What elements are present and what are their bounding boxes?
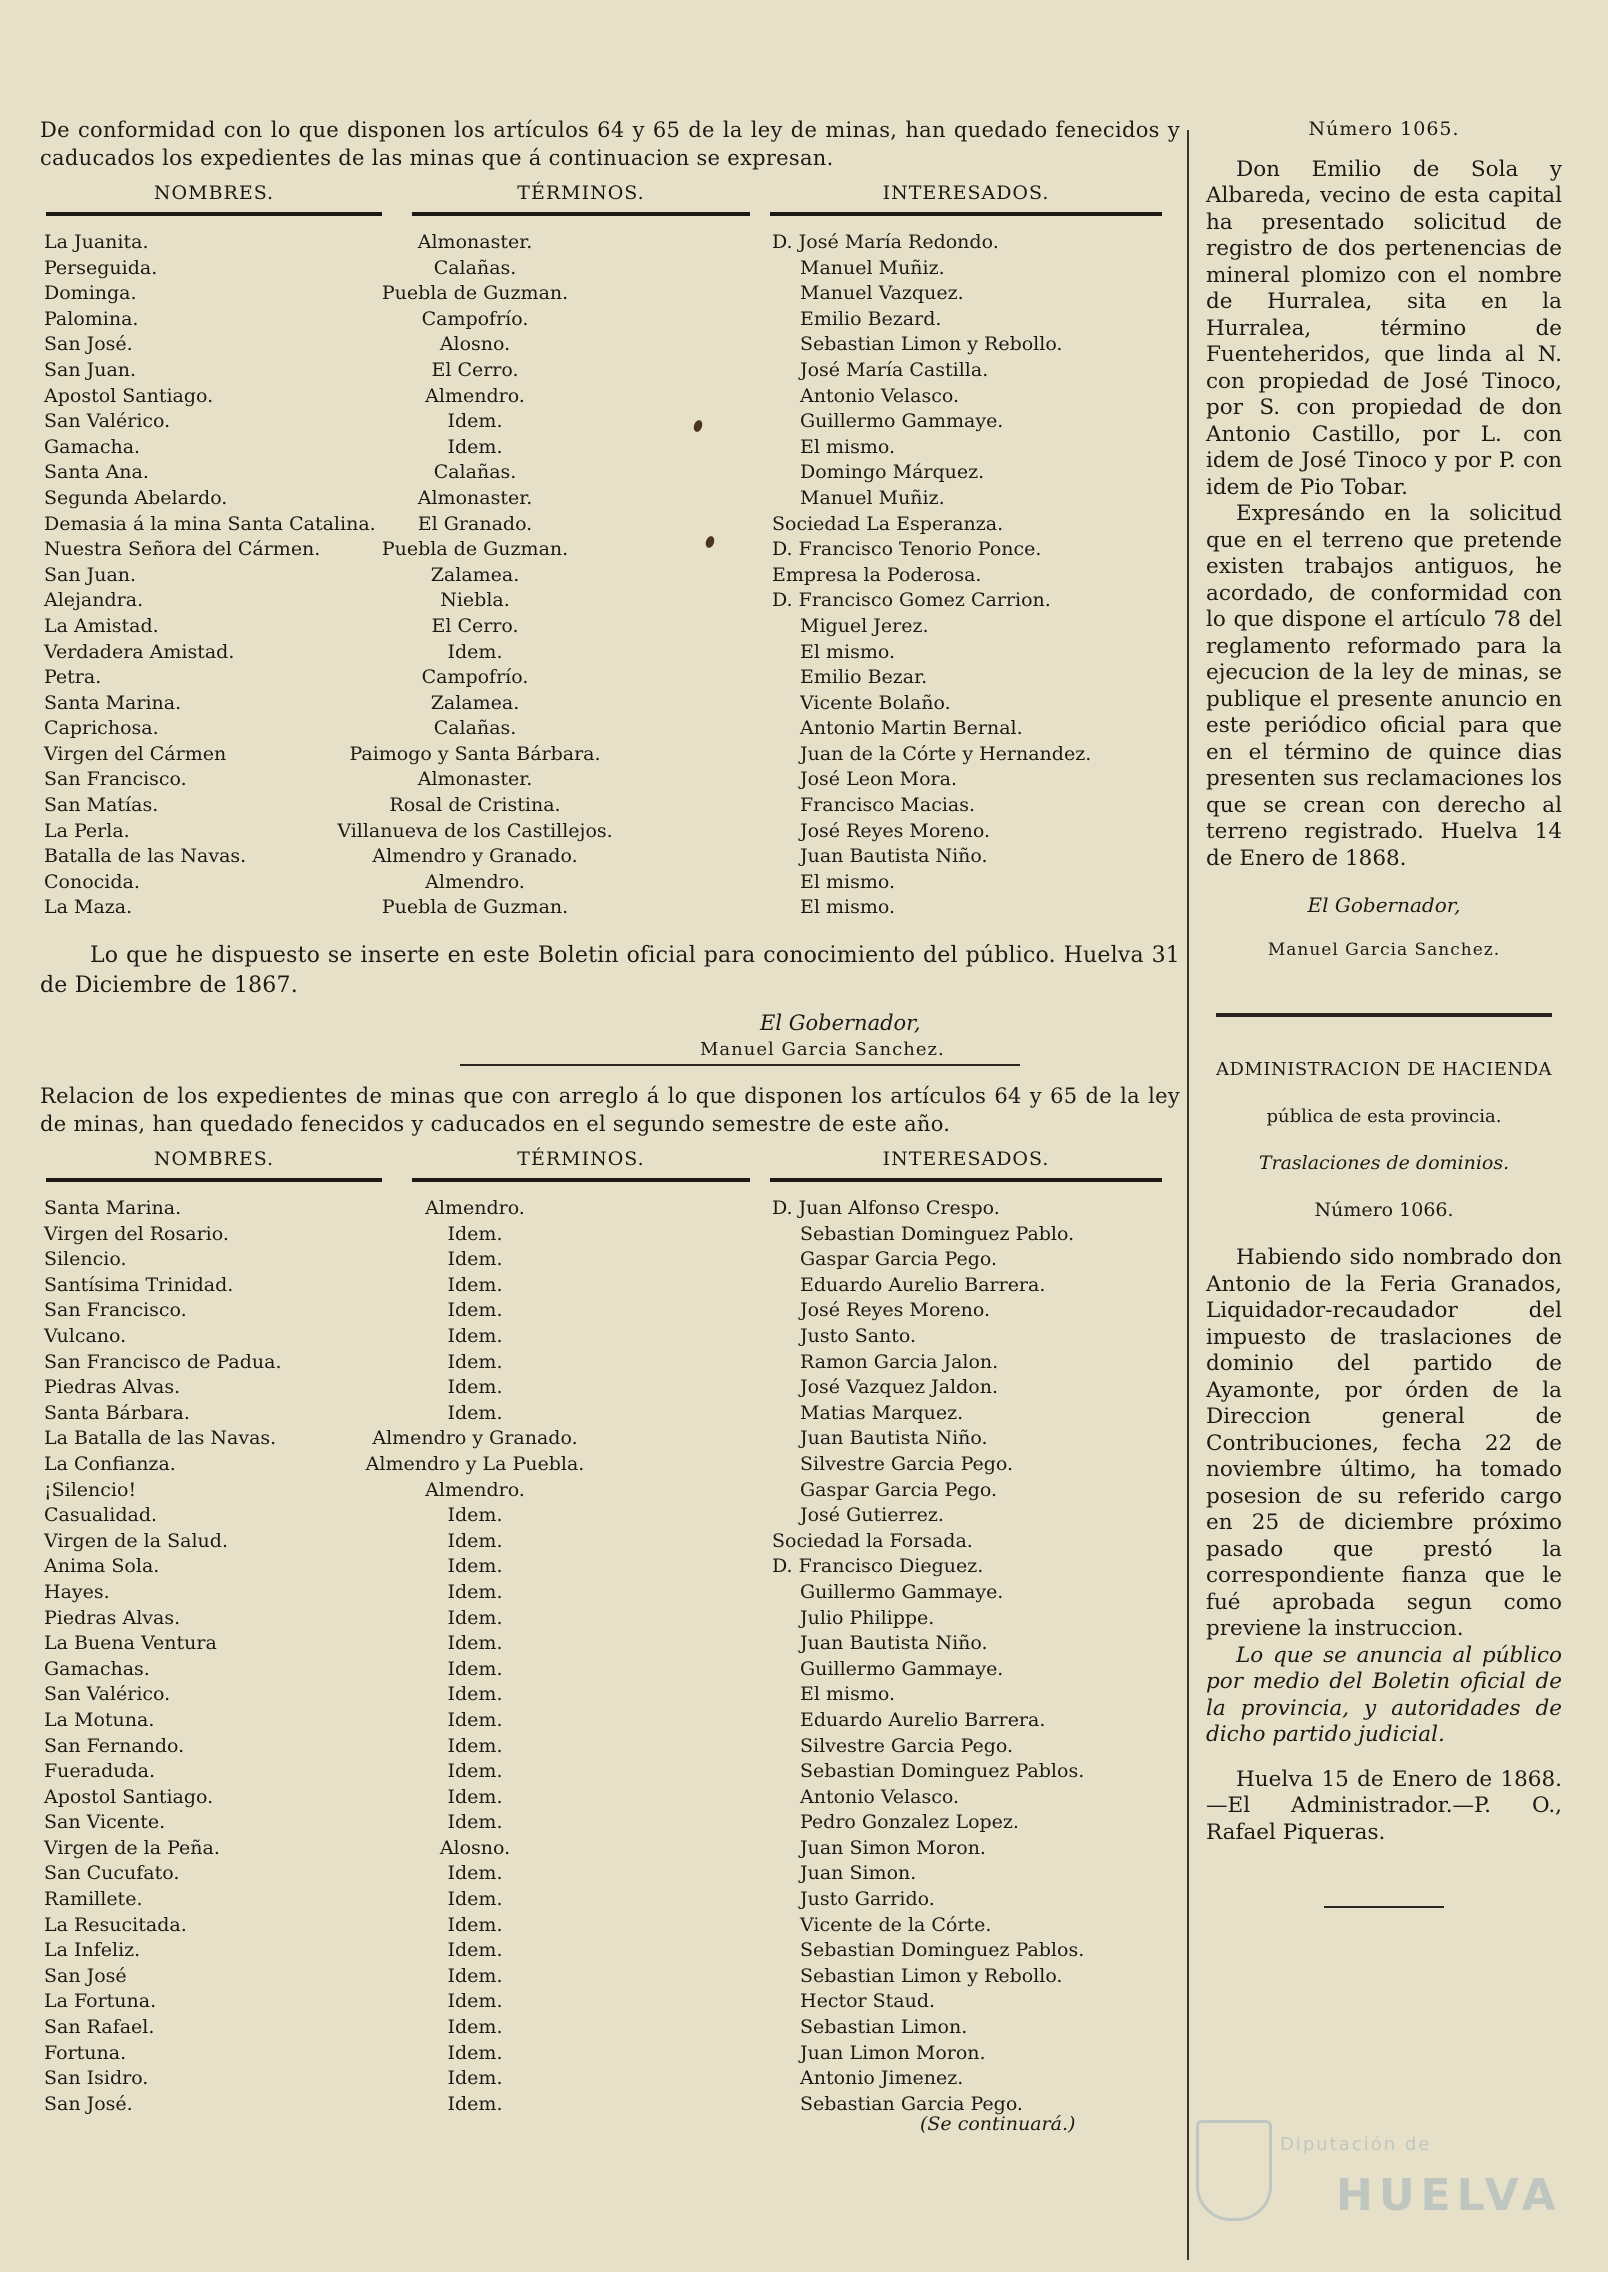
interested-party: El mismo. (800, 1683, 895, 1706)
municipality: Almendro y Granado. (372, 845, 578, 868)
mine-name: La Resucitada. (44, 1913, 187, 1936)
table-row (40, 1529, 1180, 1555)
interested-party: Vicente de la Córte. (800, 1913, 992, 1936)
interested-party: Francisco Macias. (800, 794, 976, 817)
table-row (40, 1350, 1180, 1376)
interested-party: Manuel Muñiz. (800, 486, 945, 509)
table-row (40, 2041, 1180, 2067)
interested-party: José Gutierrez. (800, 1504, 944, 1527)
interested-party: D. Francisco Gomez Carrion. (772, 589, 1051, 612)
mine-name: San José (44, 1964, 127, 1987)
municipality: Puebla de Guzman. (381, 282, 569, 305)
table-row (40, 1964, 1180, 1990)
signature-name: Manuel Garcia Sanchez. (700, 1039, 945, 1061)
header-nombres: NOMBRES. (46, 1148, 382, 1182)
mine-name: Gamachas. (44, 1657, 150, 1680)
interested-party: Guillermo Gammaye. (800, 1657, 1004, 1680)
table-row (40, 1324, 1180, 1350)
municipality: Calañas. (433, 717, 517, 740)
table-row (40, 793, 1180, 819)
table-row (40, 384, 1180, 410)
signature-title: El Gobernador, (760, 1011, 921, 1036)
mine-name: Virgen del Cármen (44, 742, 227, 765)
table-row (40, 691, 1180, 717)
municipality: Idem. (447, 1376, 503, 1399)
notice2-heading: ADMINISTRACION DE HACIENDA (1215, 1059, 1553, 1080)
interested-party: Juan Simon Moron. (800, 1836, 986, 1859)
table-row (40, 1631, 1180, 1657)
municipality: Idem. (447, 1273, 503, 1296)
municipality: Idem. (447, 1939, 503, 1962)
interested-party: Julio Philippe. (800, 1606, 935, 1629)
header-interesados: INTERESADOS. (770, 182, 1162, 216)
municipality: Almendro. (425, 1478, 525, 1501)
mine-name: Vulcano. (44, 1325, 127, 1347)
municipality: Idem. (447, 1708, 503, 1731)
table-row (40, 1861, 1180, 1887)
municipality: Idem. (447, 1760, 503, 1783)
table-row (40, 870, 1180, 896)
municipality: Idem. (447, 1504, 503, 1527)
table-row (40, 1503, 1180, 1529)
section-divider (460, 1064, 1020, 1066)
interested-party: Guillermo Gammaye. (800, 410, 1004, 433)
table-row (40, 1298, 1180, 1324)
municipality: Idem. (447, 410, 503, 433)
municipality: Almendro y Granado. (372, 1427, 578, 1450)
municipality: Idem. (447, 1222, 503, 1245)
mine-name: Ramillete. (44, 1888, 143, 1911)
interested-party: Sociedad La Esperanza. (772, 512, 1004, 535)
municipality: Campofrío. (421, 666, 529, 689)
municipality: Idem. (447, 2041, 503, 2064)
interested-party: Gaspar Garcia Pego. (800, 1478, 998, 1501)
notice1-number: Número 1065. (1308, 118, 1460, 140)
interested-party: Silvestre Garcia Pego. (800, 1452, 1014, 1475)
municipality: Idem. (447, 435, 503, 458)
municipality: Idem. (447, 1580, 503, 1603)
municipality: Idem. (447, 1990, 503, 2013)
header-nombres: NOMBRES. (46, 182, 382, 216)
table-row (40, 1785, 1180, 1811)
mine-name: San Fernando. (44, 1734, 185, 1757)
table-row (40, 1887, 1180, 1913)
interested-party: Pedro Gonzalez Lopez. (800, 1811, 1019, 1834)
interested-party: Sebastian Limon y Rebollo. (800, 1964, 1063, 1987)
interested-party: D. José María Redondo. (772, 231, 999, 253)
mine-name: Piedras Alvas. (44, 1376, 181, 1399)
municipality: Alosno. (439, 1836, 511, 1859)
interested-party: D. Francisco Tenorio Ponce. (772, 538, 1042, 561)
interested-party: Juan Bautista Niño. (800, 1632, 988, 1655)
table-row (40, 640, 1180, 666)
mine-name: La Juanita. (44, 231, 149, 253)
table-row (40, 767, 1180, 793)
interested-party: José Vazquez Jaldon. (800, 1376, 998, 1399)
section1-table-header (40, 182, 1180, 226)
interested-party: Silvestre Garcia Pego. (800, 1734, 1014, 1757)
municipality: Idem. (447, 1325, 503, 1347)
notice1-body: Don Emilio de Sola y Albareda, vecino de esta capital ha presentado solicitud de registro de dos pertenencias de mineral plomizo con el nombre de Hurralea, sita en la Hurralea, término de Fuenteheridos, que linda al N. con propiedad de José Tinoco, por S. con propiedad de don Antonio Castillo, por L. con idem de José Tinoco y por P. con idem de Pio Tobar. (1206, 156, 1562, 500)
shield-icon (1196, 2120, 1272, 2221)
mine-name: Apostol Santiago. (44, 1785, 214, 1808)
interested-party: Sebastian Limon. (800, 2016, 968, 2039)
mine-name: Santa Marina. (44, 1197, 182, 1220)
interested-party: Eduardo Aurelio Barrera. (800, 1708, 1046, 1731)
section1-intro: De conformidad con lo que disponen los artículos 64 y 65 de la ley de minas, han quedado fenecidos y caducados los expedientes de las minas que á continuacion se expresan. (40, 118, 1180, 170)
interested-party: Antonio Velasco. (800, 1785, 959, 1808)
mine-name: Verdadera Amistad. (44, 640, 235, 663)
mine-name: Apostol Santiago. (44, 384, 214, 407)
mine-name: San Juan. (44, 563, 137, 586)
interested-party: Miguel Jerez. (800, 614, 929, 637)
municipality: Idem. (447, 1529, 503, 1552)
continued-wrap (40, 2113, 1180, 2141)
table-row (40, 1759, 1180, 1785)
table-row (40, 1196, 1180, 1222)
mine-name: Dominga. (44, 282, 137, 305)
mine-name: Caprichosa. (44, 717, 159, 740)
table-row (40, 512, 1180, 538)
mine-name: La Infeliz. (44, 1939, 141, 1962)
notice2-closing: Huelva 15 de Enero de 1868.—El Administrador.—P. O., Rafael Piqueras. (1206, 1766, 1562, 1845)
table-row (40, 742, 1180, 768)
notice2-subheading: pública de esta provincia. (1266, 1105, 1502, 1127)
municipality: Idem. (447, 1734, 503, 1757)
table-row (40, 1836, 1180, 1862)
mine-name: Perseguida. (44, 256, 158, 279)
mine-name: ¡Silencio! (44, 1478, 137, 1501)
municipality: Almonaster. (417, 231, 533, 253)
mine-name: San Rafael. (44, 2016, 155, 2039)
municipality: Puebla de Guzman. (381, 538, 569, 561)
table-row (40, 1452, 1180, 1478)
mine-name: Hayes. (44, 1580, 110, 1603)
interested-party: José Reyes Moreno. (800, 1299, 991, 1322)
municipality: Idem. (447, 1299, 503, 1322)
interested-party: Guillermo Gammaye. (800, 1580, 1004, 1603)
interested-party: D. Juan Alfonso Crespo. (772, 1197, 1000, 1220)
table-row (40, 537, 1180, 563)
mine-name: Virgen de la Peña. (44, 1836, 220, 1859)
interested-party: José María Castilla. (800, 358, 989, 381)
mine-name: San Juan. (44, 358, 137, 381)
municipality: El Cerro. (431, 358, 519, 381)
mine-name: La Perla. (44, 819, 130, 842)
interested-party: Juan Simon. (800, 1862, 917, 1885)
municipality: Idem. (447, 1350, 503, 1373)
municipality: Idem. (447, 640, 503, 663)
table-row (40, 307, 1180, 333)
mine-name: Nuestra Señora del Cármen. (44, 538, 321, 561)
side-column (1206, 116, 1562, 1908)
header-interesados: INTERESADOS. (770, 1148, 1162, 1182)
mine-name: Palomina. (44, 307, 139, 330)
table-row (40, 1247, 1180, 1273)
mine-name: La Fortuna. (44, 1990, 157, 2013)
interested-party: Manuel Vazquez. (800, 282, 964, 305)
interested-party: Justo Santo. (800, 1325, 917, 1347)
table-row (40, 230, 1180, 256)
table-row (40, 1938, 1180, 1964)
mine-name: Virgen de la Salud. (44, 1529, 228, 1552)
municipality: Idem. (447, 1555, 503, 1578)
interested-party: Sebastian Dominguez Pablos. (800, 1760, 1085, 1783)
table-row (40, 1989, 1180, 2015)
municipality: Calañas. (433, 461, 517, 484)
mine-name: San Valérico. (44, 1683, 171, 1706)
municipality: Idem. (447, 1888, 503, 1911)
section2-table-header (40, 1148, 1180, 1192)
notice2-body: Habiendo sido nombrado don Antonio de la Feria Granados, Liquidador-recaudador del impuesto de traslaciones de dominio del partido de Ayamonte, por órden de la Direccion general de Contribuciones, fecha 22 de noviembre último, ha tomado posesion de su referido cargo en 25 de diciembre próximo pasado que prestó la correspondiente fianza que le fué aprobada segun como previene la instruccion. (1206, 1245, 1562, 1641)
interested-party: Antonio Martin Bernal. (800, 717, 1023, 740)
section2-table (40, 1196, 1180, 2117)
table-row (40, 358, 1180, 384)
municipality: Idem. (447, 2092, 503, 2115)
sidebar-divider (1216, 1013, 1552, 1017)
interested-party: Eduardo Aurelio Barrera. (800, 1273, 1046, 1296)
municipality: Almendro y La Puebla. (365, 1452, 585, 1475)
municipality: Idem. (447, 1785, 503, 1808)
table-row (40, 1708, 1180, 1734)
interested-party: Juan Limon Moron. (800, 2041, 986, 2064)
table-row (40, 563, 1180, 589)
interested-party: Sociedad la Forsada. (772, 1529, 973, 1552)
table-row (40, 1554, 1180, 1580)
table-row (40, 332, 1180, 358)
section1-table (40, 230, 1180, 921)
interested-party: Vicente Bolaño. (800, 691, 951, 714)
mine-name: San Valérico. (44, 410, 171, 433)
municipality: Idem. (447, 1401, 503, 1424)
interested-party: El mismo. (800, 640, 895, 663)
mine-name: La Motuna. (44, 1708, 155, 1731)
interested-party: D. Francisco Dieguez. (772, 1555, 984, 1578)
header-terminos: TÉRMINOS. (412, 1148, 750, 1182)
municipality: Idem. (447, 1811, 503, 1834)
table-row (40, 1222, 1180, 1248)
interested-party: Hector Staud. (800, 1990, 936, 2013)
notice1-signature-name: Manuel Garcia Sanchez. (1267, 939, 1501, 960)
municipality: Almendro. (425, 870, 525, 893)
municipality: El Cerro. (431, 614, 519, 637)
mine-name: San Vicente. (44, 1811, 166, 1834)
interested-party: Sebastian Dominguez Pablos. (800, 1939, 1085, 1962)
mine-name: Gamacha. (44, 435, 141, 458)
table-row (40, 1580, 1180, 1606)
municipality: Idem. (447, 1913, 503, 1936)
municipality: Paimogo y Santa Bárbara. (349, 742, 601, 765)
interested-party: Antonio Velasco. (800, 384, 959, 407)
table-row (40, 1682, 1180, 1708)
interested-party: Emilio Bezar. (800, 666, 928, 689)
notice2-body2: Lo que se anuncia al público por medio del Boletin oficial de la provincia, y autoridades de dicho partido judicial. (1206, 1642, 1562, 1747)
table-row (40, 1273, 1180, 1299)
table-row (40, 1657, 1180, 1683)
continued-note: (Se continuará.) (920, 2113, 1076, 2136)
table-row (40, 588, 1180, 614)
main-column (40, 116, 1180, 2141)
table-row (40, 1375, 1180, 1401)
municipality: Rosal de Cristina. (389, 794, 561, 817)
mine-name: San Francisco. (44, 768, 187, 791)
interested-party: Emilio Bezard. (800, 307, 942, 330)
municipality: Idem. (447, 1862, 503, 1885)
mine-name: Santa Bárbara. (44, 1401, 190, 1424)
mine-name: La Batalla de las Navas. (44, 1427, 277, 1450)
interested-party: José Leon Mora. (800, 768, 958, 791)
municipality: Idem. (447, 1683, 503, 1706)
table-row (40, 1606, 1180, 1632)
notice2-section-title: Traslaciones de dominios. (1258, 1152, 1510, 1174)
table-row (40, 1810, 1180, 1836)
table-row (40, 256, 1180, 282)
mine-name: Santa Marina. (44, 691, 182, 714)
table-row (40, 435, 1180, 461)
table-row (40, 2015, 1180, 2041)
end-rule (1324, 1906, 1444, 1908)
mine-name: Santa Ana. (44, 461, 149, 484)
table-row (40, 281, 1180, 307)
municipality: Zalamea. (430, 563, 520, 586)
section2-intro: Relacion de los expedientes de minas que con arreglo á lo que disponen los artículos 64 y 65 de la ley de minas, han quedado fenecidos y caducados en el segundo semestre de este año. (40, 1084, 1180, 1137)
interested-party: Sebastian Garcia Pego. (800, 2092, 1023, 2115)
interested-party: Sebastian Limon y Rebollo. (800, 333, 1063, 356)
municipality: Idem. (447, 2016, 503, 2039)
table-row (40, 665, 1180, 691)
table-row (40, 614, 1180, 640)
interested-party: Gaspar Garcia Pego. (800, 1248, 998, 1271)
municipality: Calañas. (433, 256, 517, 279)
mine-name: San Francisco. (44, 1299, 187, 1322)
table-row (40, 409, 1180, 435)
municipality: Idem. (447, 1606, 503, 1629)
interested-party: El mismo. (800, 896, 895, 919)
municipality: Almonaster. (417, 486, 533, 509)
notice1-signature-title: El Gobernador, (1307, 893, 1461, 917)
mine-name: Batalla de las Navas. (44, 845, 247, 868)
municipality: Almonaster. (417, 768, 533, 791)
municipality: Idem. (447, 2067, 503, 2090)
mine-name: San Cucufato. (44, 1862, 180, 1885)
interested-party: El mismo. (800, 435, 895, 458)
table-row (40, 1401, 1180, 1427)
municipality: Idem. (447, 1632, 503, 1655)
interested-party: Sebastian Dominguez Pablo. (800, 1222, 1075, 1245)
municipality: Campofrío. (421, 307, 529, 330)
mine-name: San José. (44, 2092, 133, 2115)
municipality: El Granado. (417, 512, 533, 535)
interested-party: José Reyes Moreno. (800, 819, 991, 842)
mine-name: San Matías. (44, 794, 159, 817)
interested-party: Matias Marquez. (800, 1401, 964, 1424)
municipality: Puebla de Guzman. (381, 896, 569, 919)
table-row (40, 1426, 1180, 1452)
mine-name: La Buena Ventura (44, 1632, 217, 1655)
table-row (40, 460, 1180, 486)
mine-name: Virgen del Rosario. (44, 1222, 229, 1245)
mine-name: San Isidro. (44, 2067, 149, 2090)
mine-name: Alejandra. (44, 589, 144, 612)
notice2-number: Número 1066. (1314, 1198, 1454, 1221)
municipality: Niebla. (440, 589, 510, 612)
mine-name: Fortuna. (44, 2041, 127, 2064)
municipality: Villanueva de los Castillejos. (337, 819, 613, 842)
mine-name: Segunda Abelardo. (44, 486, 228, 509)
table-row (40, 1734, 1180, 1760)
interested-party: Manuel Muñiz. (800, 256, 945, 279)
interested-party: Justo Garrido. (800, 1888, 935, 1911)
mine-name: La Maza. (44, 896, 133, 919)
mine-name: Petra. (44, 666, 102, 689)
interested-party: Juan Bautista Niño. (800, 1427, 988, 1450)
municipality: Zalamea. (430, 691, 520, 714)
table-row (40, 1913, 1180, 1939)
mine-name: La Confianza. (44, 1452, 176, 1475)
mine-name: Conocida. (44, 870, 140, 893)
header-terminos: TÉRMINOS. (412, 182, 750, 216)
section1-closing: Lo que he dispuesto se inserte en este Boletin oficial para conocimiento del público. Huelva 31 de Diciembre de 1867. (40, 943, 1180, 999)
interested-party: Juan Bautista Niño. (800, 845, 988, 868)
municipality: Alosno. (439, 333, 511, 356)
mine-name: Santísima Trinidad. (44, 1273, 234, 1296)
table-row (40, 1478, 1180, 1504)
municipality: Almendro. (425, 1197, 525, 1220)
interested-party: El mismo. (800, 870, 895, 893)
interested-party: Ramon Garcia Jalon. (800, 1350, 999, 1373)
mine-name: Silencio. (44, 1248, 127, 1271)
interested-party: Empresa la Poderosa. (772, 563, 982, 586)
mine-name: La Amistad. (44, 614, 159, 637)
municipality: Almendro. (425, 384, 525, 407)
mine-name: Anima Sola. (44, 1555, 160, 1578)
table-row (40, 844, 1180, 870)
municipality: Idem. (447, 1657, 503, 1680)
table-row (40, 895, 1180, 921)
table-row (40, 486, 1180, 512)
interested-party: Juan de la Córte y Hernandez. (800, 742, 1092, 765)
mine-name: Piedras Alvas. (44, 1606, 181, 1629)
mine-name: San José. (44, 333, 133, 356)
interested-party: Antonio Jimenez. (800, 2067, 964, 2090)
notice1-body2: Expresándo en la solicitud que en el terreno que pretende existen trabajos antiguos, he acordado, de conformidad con lo que dispone el artículo 78 del reglamento reformado para la ejecucion de la ley de minas, se publique el presente anuncio en este periódico oficial para que en el término de quince dias presenten sus reclamaciones los que se crean con derecho al terreno registrado. Huelva 14 de Enero de 1868. (1206, 501, 1562, 871)
library-watermark: Diputación de HUELVA (1196, 2120, 1566, 2260)
table-row (40, 2066, 1180, 2092)
interested-party: Domingo Márquez. (800, 461, 985, 484)
mine-name: Casualidad. (44, 1504, 158, 1527)
column-divider (1187, 130, 1189, 2260)
municipality: Idem. (447, 1248, 503, 1271)
mine-name: San Francisco de Padua. (44, 1350, 282, 1373)
mine-name: Demasia á la mina Santa Catalina. (44, 512, 376, 535)
table-row (40, 819, 1180, 845)
mine-name: Fueraduda. (44, 1760, 156, 1783)
municipality: Idem. (447, 1964, 503, 1987)
table-row (40, 716, 1180, 742)
